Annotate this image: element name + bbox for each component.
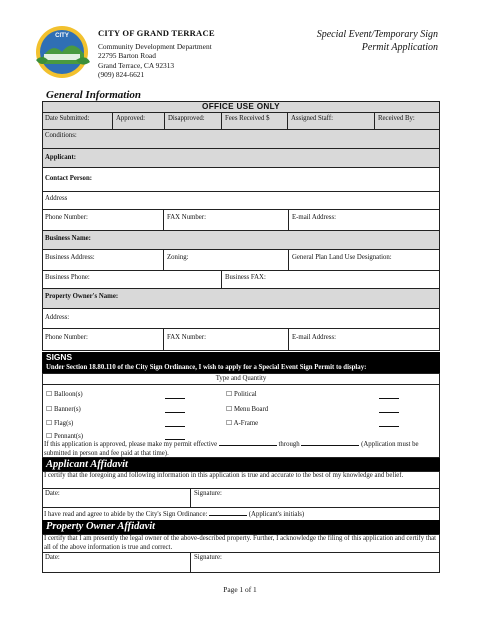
applicant-affidavit-heading: Applicant Affidavit bbox=[42, 458, 440, 471]
property-owner-affidavit-heading: Property Owner Affidavit bbox=[42, 520, 440, 534]
disapproved-field[interactable]: Disapproved: bbox=[164, 113, 221, 129]
title-line-2: Permit Application bbox=[361, 41, 438, 53]
read-agree-label: I have read and agree to abide by the City's Sign Ordinance: bbox=[44, 511, 208, 518]
owner-certify-text: I certify that I am presently the legal owner of the above-described property. Further, I acknowledge the filing of this application and certify that all of the above information is true and correct. bbox=[44, 535, 437, 551]
fax-number-field[interactable]: FAX Number: bbox=[163, 210, 288, 230]
a-frame-option[interactable] bbox=[226, 419, 258, 427]
conditions-label: Conditions: bbox=[45, 132, 77, 139]
applicant-contact-row bbox=[42, 210, 440, 231]
type-quantity-label: Type and Quantity bbox=[42, 373, 440, 385]
balloons-label: Balloon(s) bbox=[53, 391, 83, 398]
a-frame-qty-line[interactable] bbox=[379, 426, 399, 427]
business-phone-field[interactable]: Business Phone: bbox=[45, 274, 90, 281]
office-use-header bbox=[42, 101, 440, 113]
business-address-row bbox=[42, 250, 440, 271]
owner-phone-field[interactable]: Phone Number: bbox=[45, 334, 88, 341]
political-label: Political bbox=[233, 391, 257, 398]
business-phone-row bbox=[42, 271, 440, 289]
owner-fax-field[interactable]: FAX Number: bbox=[163, 329, 288, 350]
application-text: (Application bbox=[361, 441, 396, 448]
banners-label: Banner(s) bbox=[53, 406, 81, 413]
conditions-field[interactable] bbox=[42, 130, 440, 149]
submission-note-text: must be submitted in person and fee paid at that time). bbox=[44, 441, 419, 457]
a-frame-checkbox[interactable]: ☐ bbox=[226, 419, 233, 427]
org-city: Grand Terrace, CA 92313 bbox=[98, 60, 175, 70]
office-use-fields bbox=[42, 113, 440, 130]
logo-text: CITY bbox=[55, 33, 69, 39]
signs-heading: SIGNS bbox=[42, 352, 440, 363]
owner-date-field[interactable]: Date: bbox=[45, 554, 60, 561]
political-qty-line[interactable] bbox=[379, 398, 399, 399]
banners-checkbox[interactable]: ☐ bbox=[46, 405, 53, 413]
menu-board-checkbox[interactable]: ☐ bbox=[226, 405, 233, 413]
org-name: CITY OF GRAND TERRACE bbox=[98, 28, 215, 38]
pennants-option[interactable] bbox=[46, 432, 83, 440]
read-agree-text bbox=[44, 510, 438, 520]
applicant-signature-field[interactable]: Signature: bbox=[190, 489, 440, 507]
pennants-checkbox[interactable]: ☐ bbox=[46, 432, 53, 440]
menu-board-qty-line[interactable] bbox=[379, 412, 399, 413]
city-seal-logo bbox=[32, 24, 94, 80]
general-information-heading: General Information bbox=[46, 89, 142, 101]
banners-qty-line[interactable] bbox=[165, 412, 185, 413]
address-label: Address bbox=[45, 195, 68, 202]
org-phone: (909) 824-6621 bbox=[98, 70, 145, 80]
document-title bbox=[317, 29, 438, 54]
business-address-field[interactable]: Business Address: bbox=[45, 254, 95, 261]
effective-dates-text bbox=[44, 440, 438, 458]
owner-email-field[interactable]: E-mail Address: bbox=[288, 329, 440, 350]
initials-label: (Applicant's initials) bbox=[248, 511, 305, 518]
page-number: Page 1 of 1 bbox=[223, 585, 257, 594]
balloons-qty-line[interactable] bbox=[165, 398, 185, 399]
signs-ordinance-text: Under Section 18.80.110 of the City Sign Ordinance, I wish to apply for a Special Event Sign Permit to display: bbox=[42, 363, 440, 373]
effective-text: If this application is approved, please make my permit effective bbox=[44, 441, 218, 448]
business-fax-field[interactable]: Business FAX: bbox=[221, 271, 440, 288]
received-by-field[interactable]: Received By: bbox=[374, 113, 440, 129]
applicant-label: Applicant: bbox=[45, 154, 76, 161]
effective-end-blank[interactable] bbox=[301, 440, 359, 446]
date-submitted-field[interactable]: Date Submitted: bbox=[45, 115, 90, 122]
owner-contact-row bbox=[42, 329, 440, 351]
owner-address-label: Address: bbox=[45, 314, 70, 321]
menu-board-option[interactable] bbox=[226, 405, 268, 413]
balloons-option[interactable] bbox=[46, 390, 83, 398]
balloons-checkbox[interactable]: ☐ bbox=[46, 390, 53, 398]
banners-option[interactable] bbox=[46, 405, 81, 413]
applicant-initials-blank[interactable] bbox=[209, 510, 247, 516]
political-option[interactable] bbox=[226, 390, 257, 398]
approved-field[interactable]: Approved: bbox=[112, 113, 164, 129]
phone-number-field[interactable]: Phone Number: bbox=[45, 214, 88, 221]
business-name-label: Business Name: bbox=[45, 235, 91, 242]
org-department: Community Development Department bbox=[98, 41, 212, 51]
fees-received-field[interactable]: Fees Received $ bbox=[221, 113, 287, 129]
org-block bbox=[98, 29, 215, 80]
general-plan-field[interactable]: General Plan Land Use Designation: bbox=[288, 250, 440, 270]
owner-sign-row bbox=[42, 552, 440, 573]
address-field[interactable] bbox=[42, 192, 440, 210]
flags-checkbox[interactable]: ☐ bbox=[46, 419, 53, 427]
menu-board-label: Menu Board bbox=[233, 406, 269, 413]
title-line-1: Special Event/Temporary Sign bbox=[316, 29, 438, 40]
zoning-field[interactable]: Zoning: bbox=[163, 250, 288, 270]
applicant-certify-text: I certify that the foregoing and following information in this application is true and accurate to the best of my knowledge and belief. bbox=[44, 472, 404, 479]
political-checkbox[interactable]: ☐ bbox=[226, 390, 233, 398]
business-name-field[interactable] bbox=[42, 231, 440, 250]
through-text: through bbox=[278, 441, 300, 448]
office-use-label: OFFICE USE ONLY bbox=[202, 102, 280, 111]
contact-person-field[interactable] bbox=[42, 168, 440, 192]
pennants-label: Pennant(s) bbox=[53, 433, 84, 440]
flags-label: Flag(s) bbox=[53, 420, 74, 427]
contact-person-label: Contact Person: bbox=[45, 175, 93, 182]
property-owner-name-field[interactable] bbox=[42, 289, 440, 309]
applicant-date-field[interactable]: Date: bbox=[45, 490, 60, 497]
applicant-field[interactable] bbox=[42, 149, 440, 168]
flags-qty-line[interactable] bbox=[165, 426, 185, 427]
assigned-staff-field[interactable]: Assigned Staff: bbox=[287, 113, 374, 129]
owner-signature-field[interactable]: Signature: bbox=[190, 553, 440, 573]
org-address: 22795 Barton Road bbox=[98, 51, 156, 61]
owner-address-field[interactable] bbox=[42, 309, 440, 329]
email-address-field[interactable]: E-mail Address: bbox=[288, 210, 440, 230]
applicant-sign-row bbox=[42, 488, 440, 508]
flags-option[interactable] bbox=[46, 419, 73, 427]
a-frame-label: A-Frame bbox=[233, 420, 259, 427]
effective-start-blank[interactable] bbox=[219, 440, 277, 446]
property-owner-name-label: Property Owner's Name: bbox=[45, 293, 119, 300]
